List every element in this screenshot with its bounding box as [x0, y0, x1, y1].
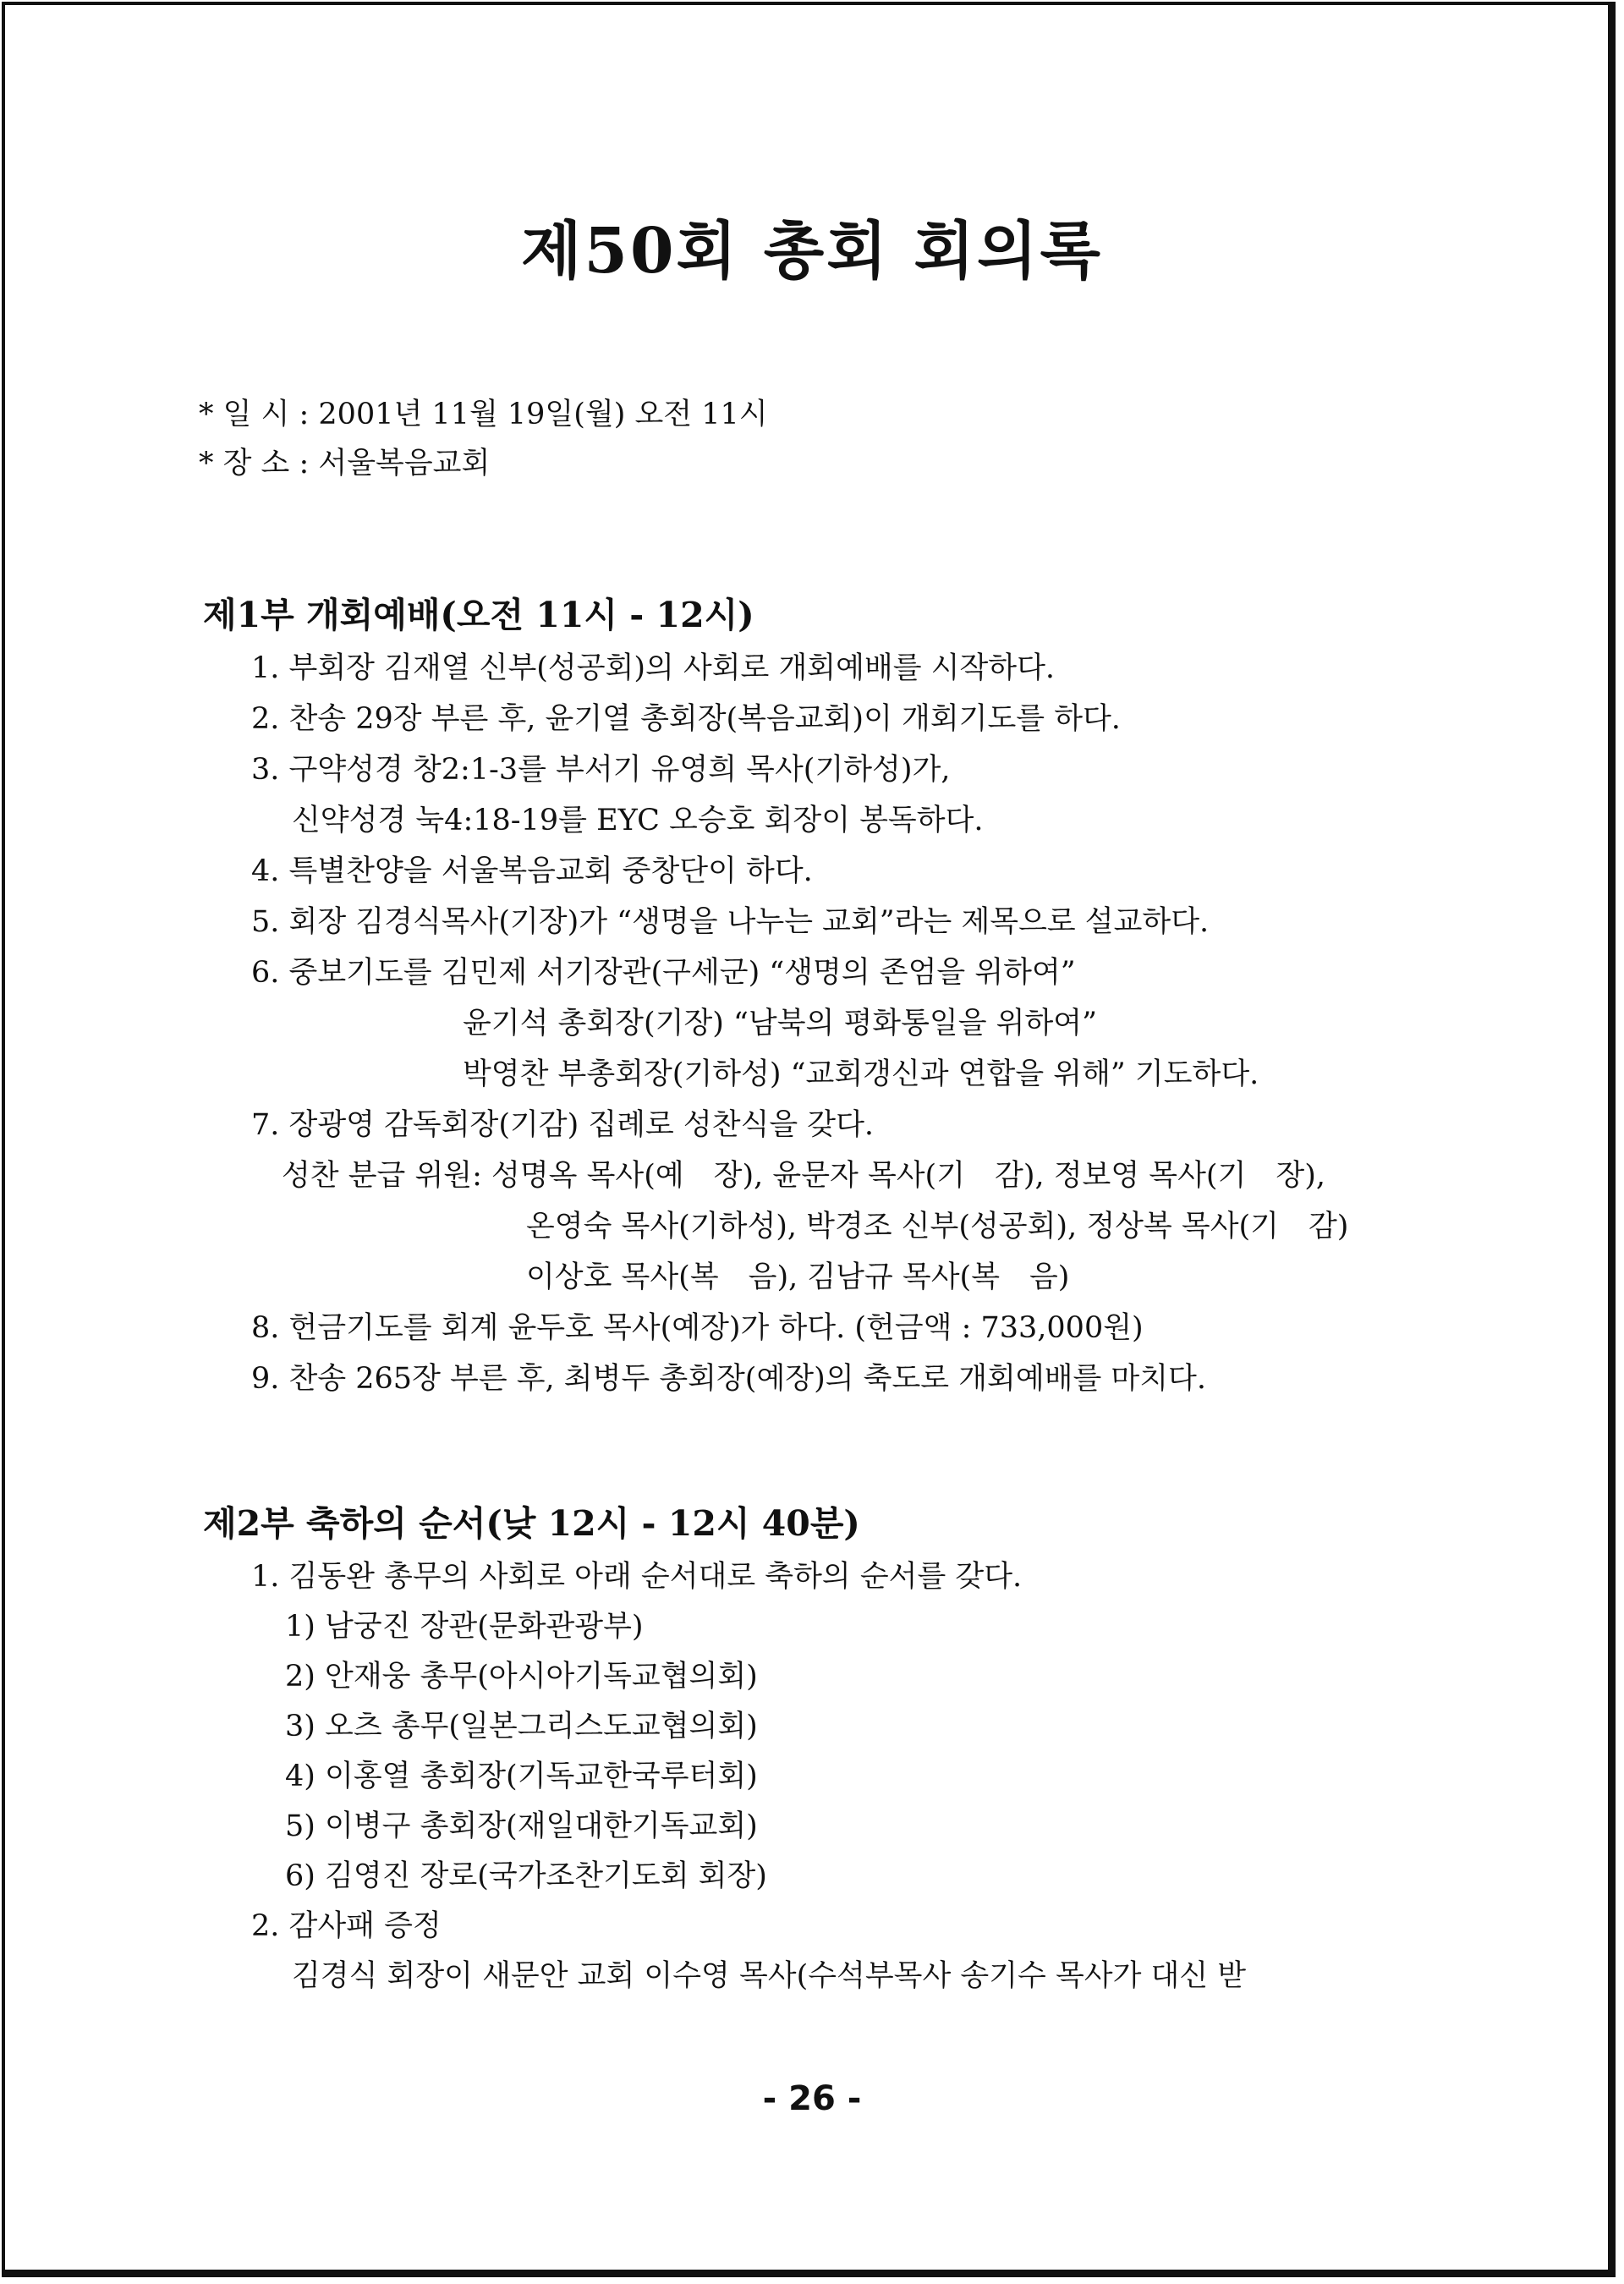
document-title: 제50회 총회 회의록 — [521, 215, 1103, 288]
part2-subitem: 6) 김영진 장로(국가조찬기도회 회장) — [285, 1859, 767, 1893]
part1-item: 7. 장광영 감독회장(기감) 집례로 성찬식을 갖다. — [251, 1108, 875, 1142]
part2-heading: 제2부 축하의 순서(낮 12시 - 12시 40분) — [203, 1503, 860, 1544]
part1-item: 3. 구약성경 창2:1-3를 부서기 유영희 목사(기하성)가, — [251, 753, 951, 787]
part2-subitem: 3) 오츠 총무(일본그리스도교협의회) — [285, 1710, 758, 1743]
part1-item-continuation: 이상호 목사(복 음), 김남규 목사(복 음) — [526, 1260, 1070, 1294]
part1-heading: 제1부 개회예배(오전 11시 - 12시) — [203, 595, 754, 635]
part1-item-continuation: 박영찬 부총회장(기하성) “교회갱신과 연합을 위해” 기도하다. — [463, 1057, 1259, 1091]
part1-item-continuation: 온영숙 목사(기하성), 박경조 신부(성공회), 정상복 목사(기 감) — [526, 1210, 1349, 1244]
part2-item: 1. 김동완 총무의 사회로 아래 순서대로 축하의 순서를 갖다. — [251, 1560, 1023, 1594]
part2-subitem: 2) 안재웅 총무(아시아기독교협의회) — [285, 1660, 758, 1694]
part1-item-continuation: 성찬 분급 위원: 성명옥 목사(예 장), 윤문자 목사(기 감), 정보영 목사(기 장), — [282, 1159, 1325, 1193]
part2-item-continuation: 김경식 회장이 새문안 교회 이수영 목사(수석부목사 송기수 목사가 대신 받 — [292, 1959, 1247, 1993]
part1-item-continuation: 신약성경 눅4:18-19를 EYC 오승호 회장이 봉독하다. — [292, 804, 984, 837]
meta-place: * 장 소 : 서울복음교회 — [199, 447, 491, 480]
page-number: - 26 - — [762, 2079, 862, 2118]
meta-date: * 일 시 : 2001년 11월 19일(월) 오전 11시 — [199, 398, 768, 431]
part2-subitem: 4) 이홍열 총회장(기독교한국루터회) — [285, 1760, 758, 1793]
part2-subitem: 1) 남궁진 장관(문화관광부) — [285, 1610, 644, 1644]
part1-item: 9. 찬송 265장 부른 후, 최병두 총회장(예장)의 축도로 개회예배를 마치다. — [251, 1362, 1206, 1396]
part1-item-continuation: 윤기석 총회장(기장) “남북의 평화통일을 위하여” — [463, 1007, 1097, 1040]
part2-item: 2. 감사패 증정 — [251, 1909, 442, 1943]
part1-item: 5. 회장 김경식목사(기장)가 “생명을 나누는 교회”라는 제목으로 설교하다. — [251, 905, 1210, 939]
part1-item: 1. 부회장 김재열 신부(성공회)의 사회로 개회예배를 시작하다. — [251, 651, 1056, 685]
part1-item: 8. 헌금기도를 회계 윤두호 목사(예장)가 하다. (헌금액 : 733,000원) — [251, 1311, 1144, 1345]
part1-item: 2. 찬송 29장 부른 후, 윤기열 총회장(복음교회)이 개회기도를 하다. — [251, 702, 1121, 736]
part1-item: 4. 특별찬양을 서울복음교회 중창단이 하다. — [251, 854, 813, 888]
part2-subitem: 5) 이병구 총회장(재일대한기독교회) — [285, 1809, 758, 1843]
part1-item: 6. 중보기도를 김민제 서기장관(구세군) “생명의 존엄을 위하여” — [251, 956, 1076, 990]
